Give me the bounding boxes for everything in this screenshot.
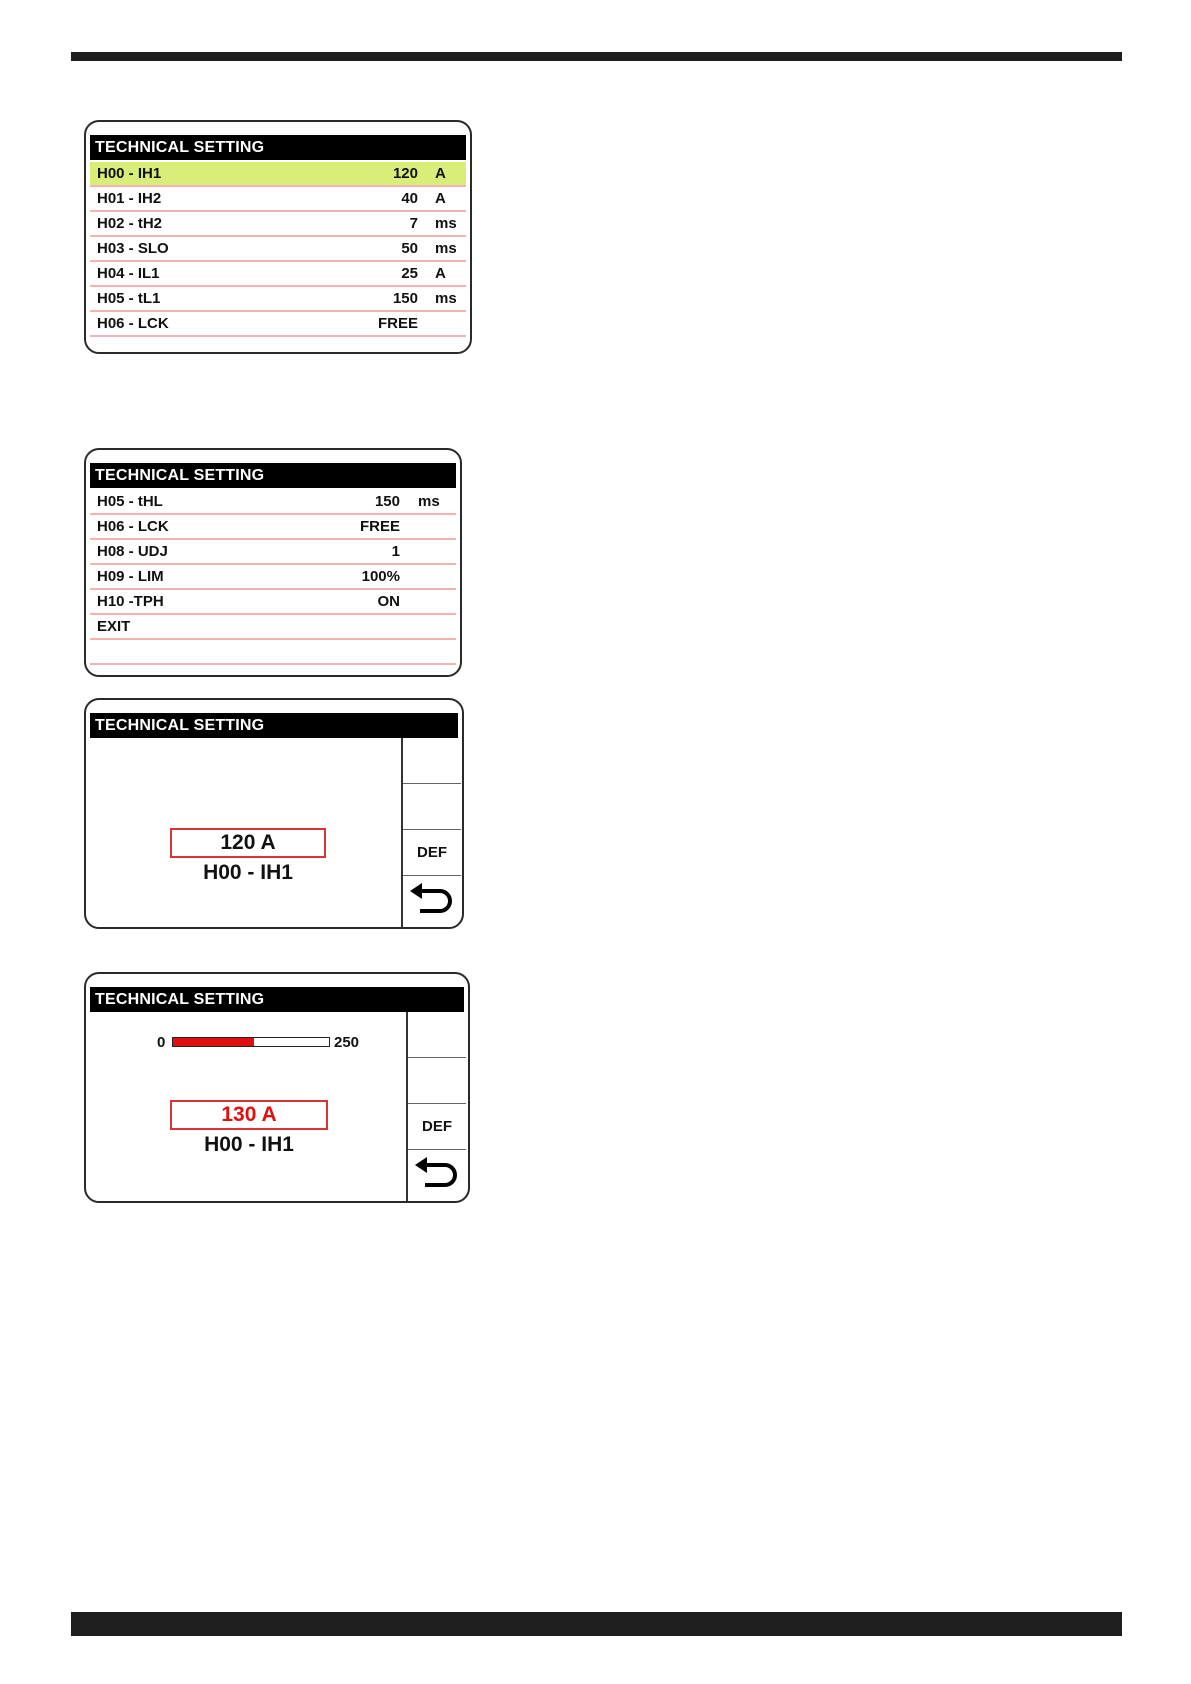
row-value: 120 (392, 165, 418, 182)
settings-row-exit[interactable] (90, 615, 456, 640)
row-unit: ms (435, 290, 457, 307)
side-button-empty-1[interactable] (408, 1012, 466, 1058)
return-arrow-icon (406, 881, 458, 917)
row-value: FREE (377, 315, 418, 332)
range-bar-fill (173, 1038, 254, 1046)
row-value: FREE (359, 518, 400, 535)
row-value: 50 (401, 240, 418, 257)
row-code: H04 - IL1 (97, 265, 160, 282)
row-unit: A (435, 190, 446, 207)
row-value: 1 (391, 543, 400, 560)
screen-title: TECHNICAL SETTING (90, 987, 464, 1012)
settings-row-h00[interactable] (90, 162, 466, 187)
row-code: H09 - LIM (97, 568, 164, 585)
range-min-label: 0 (157, 1034, 166, 1051)
technical-setting-screen-2 (84, 448, 462, 677)
row-code: H01 - IH2 (97, 190, 162, 207)
settings-row-h05[interactable] (90, 490, 456, 515)
screen-title: TECHNICAL SETTING (90, 463, 456, 488)
settings-row-h06[interactable] (90, 312, 466, 337)
settings-row-h09[interactable] (90, 565, 456, 590)
value-display[interactable]: 130 A (170, 1100, 328, 1130)
settings-row-h08[interactable] (90, 540, 456, 565)
side-button-panel (401, 738, 461, 927)
range-bar[interactable] (172, 1037, 330, 1047)
row-code: H02 - tH2 (97, 215, 163, 232)
settings-row-h02[interactable] (90, 212, 466, 237)
settings-list (90, 162, 466, 337)
settings-row-h03[interactable] (90, 237, 466, 262)
back-button[interactable] (403, 876, 461, 922)
side-button-empty-1[interactable] (403, 738, 461, 784)
settings-row-h05[interactable] (90, 287, 466, 312)
row-code: H08 - UDJ (97, 543, 168, 560)
technical-setting-range-screen (84, 972, 470, 1203)
settings-row-h01[interactable] (90, 187, 466, 212)
row-code: H00 - IH1 (97, 165, 162, 182)
row-code: H03 - SLO (97, 240, 169, 257)
row-code: H05 - tHL (97, 493, 163, 510)
row-unit: A (435, 265, 446, 282)
range-max-label: 250 (334, 1034, 360, 1051)
side-button-panel (406, 1012, 466, 1201)
settings-row-h04[interactable] (90, 262, 466, 287)
page-header-bar (71, 52, 1122, 61)
technical-setting-edit-screen (84, 698, 464, 929)
return-arrow-icon (411, 1155, 463, 1191)
row-unit: ms (418, 493, 440, 510)
row-value: 100% (361, 568, 400, 585)
side-button-empty-2[interactable] (403, 784, 461, 830)
screen-title: TECHNICAL SETTING (90, 713, 458, 738)
parameter-label: H00 - IH1 (204, 1133, 294, 1156)
row-value: 150 (392, 290, 418, 307)
settings-row-empty (90, 640, 456, 665)
row-unit: ms (435, 215, 457, 232)
settings-list (90, 490, 456, 665)
row-code: H06 - LCK (97, 518, 169, 535)
technical-setting-screen-1 (84, 120, 472, 354)
screen-title: TECHNICAL SETTING (90, 135, 466, 160)
row-code: H10 -TPH (97, 593, 164, 610)
row-code: H05 - tL1 (97, 290, 161, 307)
side-button-empty-2[interactable] (408, 1058, 466, 1104)
row-unit: ms (435, 240, 457, 257)
row-code: EXIT (97, 618, 131, 635)
def-button[interactable]: DEF (403, 830, 461, 876)
row-unit: A (435, 165, 446, 182)
page-footer-bar (71, 1612, 1122, 1636)
value-display[interactable]: 120 A (170, 828, 326, 858)
row-value: 150 (374, 493, 400, 510)
def-button[interactable]: DEF (408, 1104, 466, 1150)
parameter-label: H00 - IH1 (203, 861, 293, 884)
row-code: H06 - LCK (97, 315, 169, 332)
back-button[interactable] (408, 1150, 466, 1196)
row-value: 25 (401, 265, 418, 282)
row-value: ON (377, 593, 400, 610)
settings-row-h10[interactable] (90, 590, 456, 615)
row-value: 7 (409, 215, 418, 232)
row-value: 40 (401, 190, 418, 207)
settings-row-h06[interactable] (90, 515, 456, 540)
